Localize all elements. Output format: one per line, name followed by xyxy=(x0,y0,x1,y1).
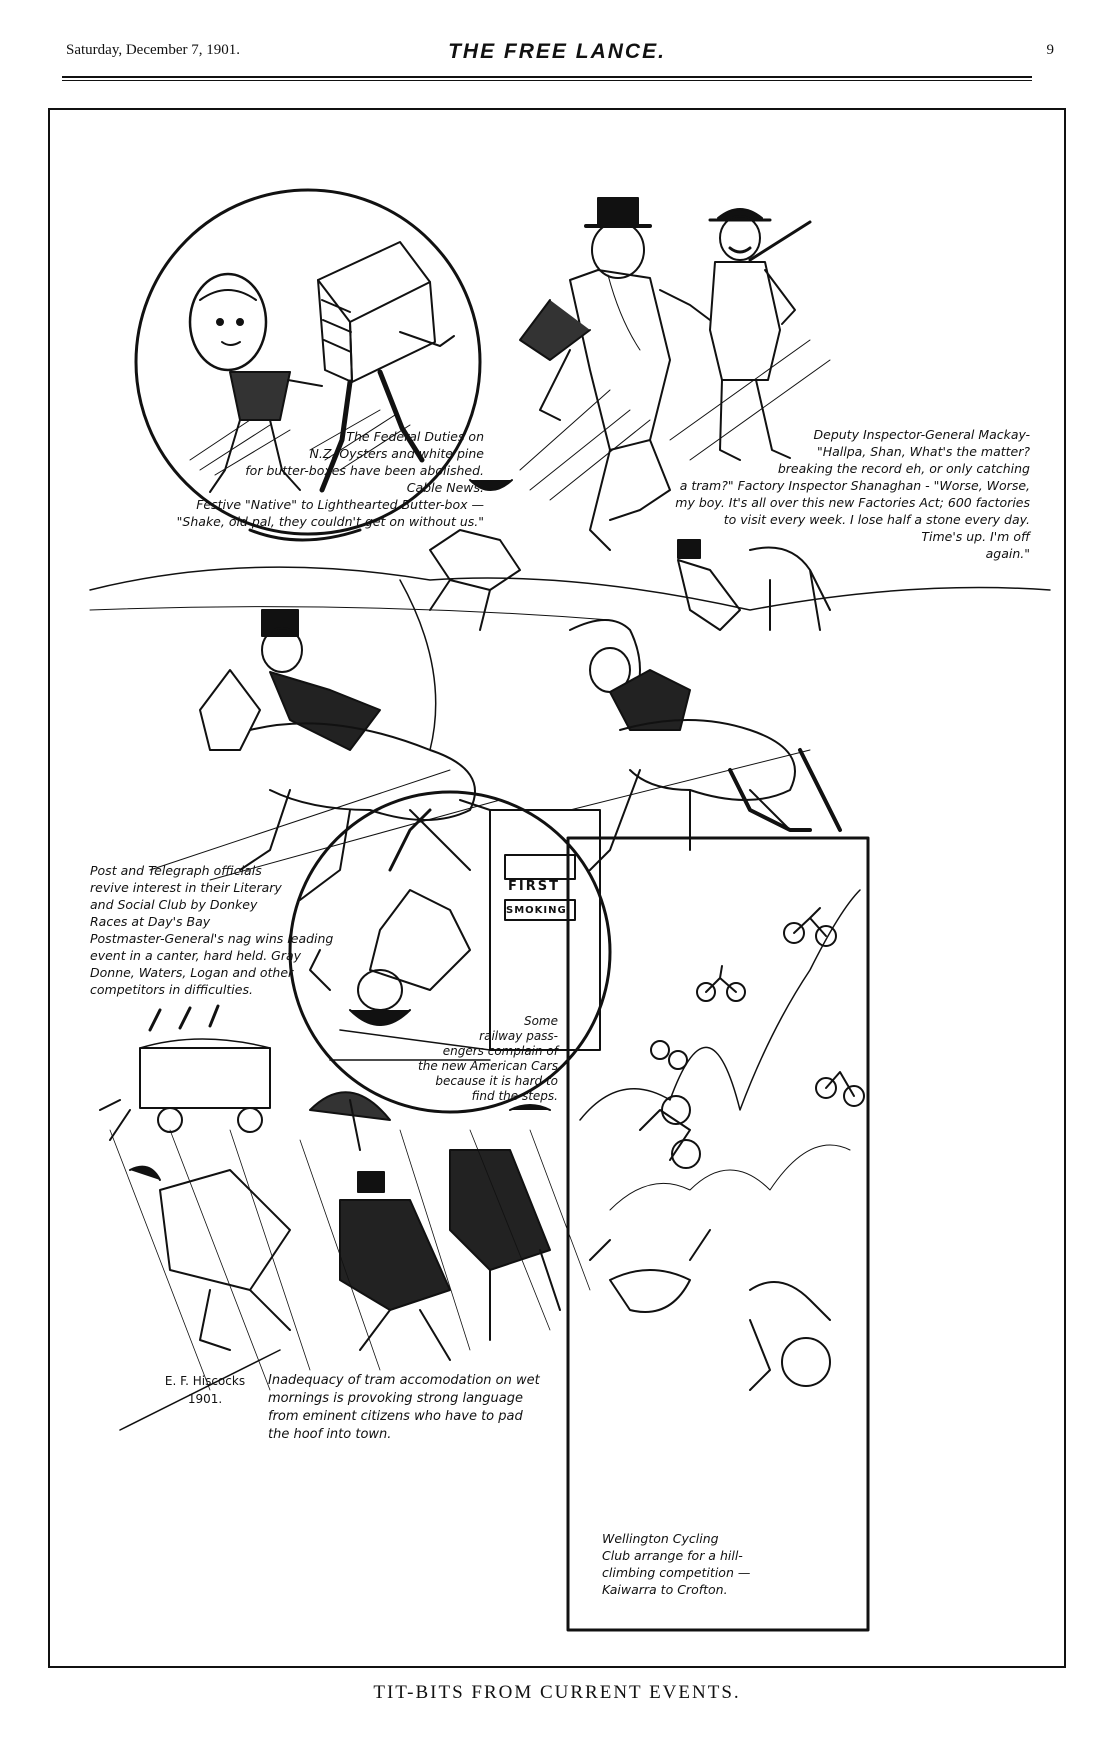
masthead xyxy=(48,38,1066,68)
first-sign: FIRST xyxy=(508,879,560,894)
page-number: 9 xyxy=(1046,42,1054,58)
oysters-caption: The Federal Duties on N.Z. Oysters and white pine for butter-boxes have been abolished. Cable News. Festive "Native" to Lighthearted Butter-box — "Shake, old pal, they couldn't get on without us." xyxy=(176,429,484,529)
factories-caption: Deputy Inspector-General Mackay- "Hallpa, Shan, What's the matter? breaking the record eh, or only catching a tram?" Factory Inspector Shanaghan - "Worse, Worse, my boy. It's all over this new Factories Act; 600 factories to visit every week. I lose half a stone every day. Time's up. I'm off again." xyxy=(675,427,1030,561)
donkey-races-caption: Post and Telegraph officials revive interest in their Literary and Social Club by Donkey Races at Day's Bay Postmaster-General's nag wins leading event in a canter, hard held. Gray Donne, Waters, Logan and other competitors in difficulties. xyxy=(90,863,334,997)
smoking-sign: SMOKING xyxy=(506,905,567,916)
header-rule-thin xyxy=(62,80,1032,81)
issue-date: Saturday, December 7, 1901. xyxy=(66,42,240,58)
artist-signature: E. F. Hiscocks 1901. xyxy=(164,1374,246,1406)
page-footer-title: TIT-BITS FROM CURRENT EVENTS. xyxy=(373,1682,741,1703)
cycling-panel-drawing xyxy=(568,838,868,1630)
tram-caption: Inadequacy of tram accomodation on wet mornings is provoking strong language from eminent citizens who have to pad the hoof into town. xyxy=(268,1373,540,1442)
publication-title: THE FREE LANCE. xyxy=(448,40,666,63)
cycling-caption: Wellington Cycling Club arrange for a hill- climbing competition — Kaiwarra to Crofton. xyxy=(602,1531,751,1597)
cartoon-page-frame xyxy=(48,108,1066,1668)
american-cars-caption: Some railway pass- engers complain of the new American Cars because it is hard to find the steps. xyxy=(418,1014,558,1103)
header-rule xyxy=(62,76,1032,78)
